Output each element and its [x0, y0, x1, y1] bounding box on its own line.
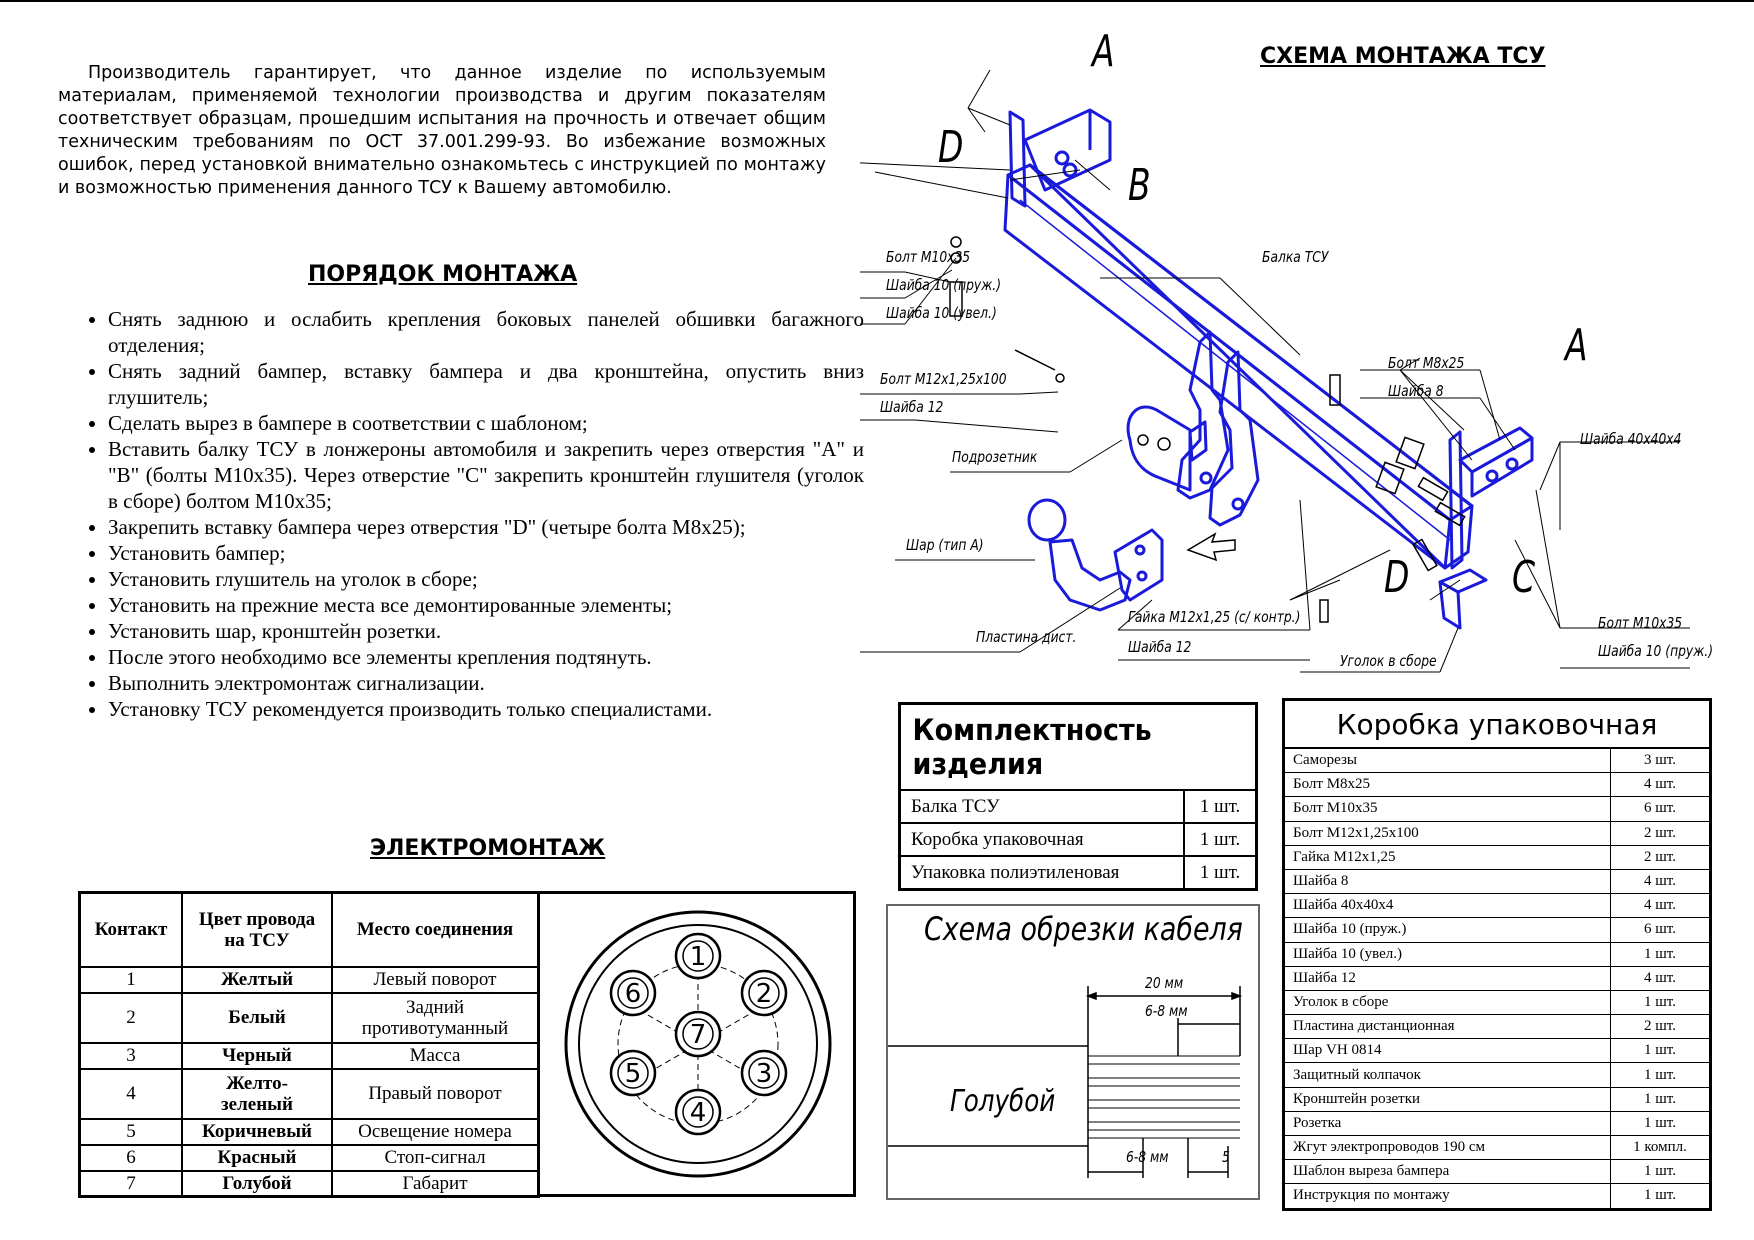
item-name: Шаблон выреза бампера — [1284, 1160, 1611, 1184]
assembly-step: • Установить бампер; — [108, 540, 864, 566]
item-name: Шайба 12 — [1284, 966, 1611, 990]
connection-place: Левый поворот — [332, 967, 539, 993]
label-washer8: Шайба 8 — [1388, 382, 1444, 400]
item-name: Шар VH 0814 — [1284, 1039, 1611, 1063]
connection-place: Правый поворот — [332, 1069, 539, 1119]
table-row — [1284, 1015, 1711, 1039]
table-row — [1284, 1136, 1711, 1160]
item-qty: 2 шт. — [1611, 845, 1711, 869]
table-row — [900, 790, 1257, 823]
item-qty: 1 шт. — [1611, 1160, 1711, 1184]
item-qty: 1 шт. — [1611, 1063, 1711, 1087]
wiring-table — [78, 891, 540, 1198]
item-qty: 1 шт. — [1184, 823, 1257, 856]
table-row — [1284, 1184, 1711, 1209]
item-name: Шайба 10 (пруж.) — [1284, 918, 1611, 942]
cable-dim-20: 20 мм — [1145, 974, 1184, 992]
item-name: Кронштейн розетки — [1284, 1087, 1611, 1111]
table-row — [1284, 1087, 1711, 1111]
item-name: Шайба 8 — [1284, 869, 1611, 893]
table-row — [80, 1145, 539, 1171]
item-name: Болт М10х35 — [1284, 797, 1611, 821]
pin-2 — [742, 971, 786, 1015]
left-vertical-plate — [1010, 112, 1025, 206]
table-row — [1284, 918, 1711, 942]
svg-text:1: 1 — [689, 942, 707, 972]
box-contents-table — [1282, 698, 1712, 1211]
item-qty: 1 шт. — [1611, 1111, 1711, 1135]
item-qty: 1 шт. — [1611, 1039, 1711, 1063]
label-washer12: Шайба 12 — [880, 398, 944, 416]
contact-number: 4 — [80, 1069, 183, 1119]
item-qty: 1 шт. — [1611, 1087, 1711, 1111]
pin-7 — [676, 1012, 720, 1056]
item-qty: 1 шт. — [1611, 1184, 1711, 1209]
item-name: Шайба 10 (увел.) — [1284, 942, 1611, 966]
item-qty: 2 шт. — [1611, 1015, 1711, 1039]
table-row — [1284, 990, 1711, 1014]
label-washer10b: Шайба 10 (пруж.) — [1598, 642, 1714, 660]
table-row — [1284, 1063, 1711, 1087]
item-name: Шайба 40х40х4 — [1284, 894, 1611, 918]
label-washer10-spring: Шайба 10 (пруж.) — [886, 276, 1002, 294]
table-row — [900, 856, 1257, 890]
label-bolt-m8: Болт М8х25 — [1388, 354, 1465, 372]
item-qty: 1 шт. — [1184, 790, 1257, 823]
pin-1 — [676, 934, 720, 978]
pin-6 — [611, 971, 655, 1015]
assembly-step: • Вставить балку ТСУ в лонжероны автомобиля и закрепить через отверстия "А" и "В" (болты М10х35). Через отверстие "С" закрепить кронштейн глушителя (уголок в сборе) болтом М10х35; — [108, 436, 864, 514]
cable-scheme-title: Схема обрезки кабеля — [924, 910, 1243, 948]
item-qty: 1 шт. — [1611, 990, 1711, 1014]
table-row — [80, 967, 539, 993]
kit-title: Комплектность изделия — [900, 704, 1232, 791]
pin-5 — [611, 1051, 655, 1095]
direction-arrow — [1188, 534, 1235, 560]
cable-color-label: Голубой — [950, 1084, 1056, 1119]
label-washer12b: Шайба 12 — [1128, 638, 1192, 656]
table-row — [1284, 821, 1711, 845]
cable-dim-5: 5 — [1222, 1148, 1230, 1166]
label-corner: Уголок в сборе — [1340, 652, 1437, 670]
assembly-step: • Снять задний бампер, вставку бампера и два кронштейна, опустить вниз глушитель; — [108, 358, 864, 410]
item-name: Уголок в сборе — [1284, 990, 1611, 1014]
cable-cut-scheme — [886, 904, 1260, 1200]
contact-number: 6 — [80, 1145, 183, 1171]
table-row — [80, 1043, 539, 1069]
label-plate: Пластина дист. — [976, 628, 1077, 646]
letter-b: B — [1128, 160, 1151, 211]
contact-number: 2 — [80, 993, 183, 1043]
item-qty: 2 шт. — [1611, 821, 1711, 845]
table-row — [80, 1171, 539, 1197]
table-row — [1284, 894, 1711, 918]
table-row — [1284, 797, 1711, 821]
item-qty: 4 шт. — [1611, 894, 1711, 918]
contact-number: 1 — [80, 967, 183, 993]
connection-place: Масса — [332, 1043, 539, 1069]
letter-c: C — [1512, 552, 1536, 603]
label-socket-holder: Подрозетник — [952, 448, 1038, 466]
contact-number: 3 — [80, 1043, 183, 1069]
label-ball: Шар (тип А) — [906, 536, 984, 554]
item-qty: 1 шт. — [1184, 856, 1257, 890]
item-qty: 4 шт. — [1611, 869, 1711, 893]
assembly-step: • Выполнить электромонтаж сигнализации. — [108, 670, 864, 696]
table-row — [1284, 1039, 1711, 1063]
item-name: Жгут электропроводов 190 см — [1284, 1136, 1611, 1160]
wire-color: Коричневый — [182, 1119, 332, 1145]
item-name: Розетка — [1284, 1111, 1611, 1135]
connection-place: Стоп-сигнал — [332, 1145, 539, 1171]
ball-mount-plate — [1115, 530, 1162, 600]
assembly-title: ПОРЯДОК МОНТАЖА — [308, 262, 578, 287]
letter-d-right: D — [1384, 552, 1410, 603]
assembly-step: • Установить на прежние места все демонтированные элементы; — [108, 592, 864, 618]
tow-ball — [1029, 500, 1065, 540]
wire-color: Красный — [182, 1145, 332, 1171]
header-connection: Место соединения — [332, 893, 539, 967]
item-name: Болт М8х25 — [1284, 773, 1611, 797]
svg-text:6: 6 — [624, 979, 642, 1009]
left-bracket-box — [1025, 110, 1110, 190]
label-bolt-m10: Болт М10х35 — [886, 248, 971, 266]
item-name: Саморезы — [1284, 748, 1611, 773]
wire-color: Белый — [182, 993, 332, 1043]
pin-4 — [676, 1090, 720, 1134]
label-bolt-m12: Болт М12х1,25х100 — [880, 370, 1007, 388]
label-washer10-wide: Шайба 10 (увел.) — [886, 304, 997, 322]
table-row — [1284, 1111, 1711, 1135]
top-border — [0, 0, 1754, 2]
wire-color: Черный — [182, 1043, 332, 1069]
wire-color: Желто-зеленый — [182, 1069, 332, 1119]
item-qty: 1 шт. — [1611, 942, 1711, 966]
wire-color: Желтый — [182, 967, 332, 993]
assembly-step: • Установить шар, кронштейн розетки. — [108, 618, 864, 644]
wire-color: Голубой — [182, 1171, 332, 1197]
connection-place: Задний противотуманный — [332, 993, 539, 1043]
table-row — [1284, 748, 1711, 773]
item-qty: 6 шт. — [1611, 797, 1711, 821]
svg-text:7: 7 — [689, 1020, 707, 1050]
connection-place: Габарит — [332, 1171, 539, 1197]
item-name: Защитный колпачок — [1284, 1063, 1611, 1087]
cable-drawing — [888, 906, 1258, 1198]
scheme-title: СХЕМА МОНТАЖА ТСУ — [1260, 44, 1546, 69]
mounting-diagram — [860, 20, 1720, 680]
assembly-step: • Установку ТСУ рекомендуется производить только специалистами. — [108, 696, 864, 722]
item-name: Коробка упаковочная — [900, 823, 1185, 856]
right-vertical-plate — [1450, 432, 1462, 568]
table-row — [1284, 1160, 1711, 1184]
table-row — [1284, 845, 1711, 869]
svg-text:3: 3 — [755, 1059, 773, 1089]
table-row — [1284, 869, 1711, 893]
letter-d-left: D — [938, 122, 964, 173]
socket-pinout — [540, 891, 856, 1197]
label-bolt-m10b: Болт М10х35 — [1598, 614, 1683, 632]
item-qty: 1 компл. — [1611, 1136, 1711, 1160]
assembly-step: • Установить глушитель на уголок в сборе; — [108, 566, 864, 592]
letter-a-right: A — [1565, 320, 1588, 371]
connection-place: Освещение номера — [332, 1119, 539, 1145]
bolt-m12 — [1015, 350, 1055, 370]
assembly-steps — [66, 306, 864, 722]
item-name: Балка ТСУ — [900, 790, 1185, 823]
item-qty: 3 шт. — [1611, 748, 1711, 773]
letter-a-top: A — [1092, 26, 1115, 77]
label-beam: Балка ТСУ — [1262, 248, 1329, 266]
table-row — [900, 823, 1257, 856]
label-washer40: Шайба 40х40х4 — [1580, 430, 1682, 448]
socket-drawing — [540, 894, 853, 1194]
item-name: Пластина дистанционная — [1284, 1015, 1611, 1039]
table-row — [1284, 773, 1711, 797]
item-name: Гайка М12х1,25 — [1284, 845, 1611, 869]
svg-text:4: 4 — [689, 1098, 707, 1128]
contact-number: 5 — [80, 1119, 183, 1145]
table-row — [80, 993, 539, 1043]
item-name: Болт М12х1,25х100 — [1284, 821, 1611, 845]
assembly-step: • Снять заднюю и ослабить крепления боковых панелей обшивки багажного отделения; — [108, 306, 864, 358]
assembly-step: • После этого необходимо все элементы крепления подтянуть. — [108, 644, 864, 670]
cable-dim-6-8-bottom: 6-8 мм — [1126, 1148, 1169, 1166]
assembly-step: • Закрепить вставку бампера через отверстия "D" (четыре болта М8х25); — [108, 514, 864, 540]
cable-dim-6-8-top: 6-8 мм — [1145, 1002, 1188, 1020]
kit-contents-table — [898, 702, 1258, 891]
contact-number: 7 — [80, 1171, 183, 1197]
label-nut: Гайка М12х1,25 (с/ контр.) — [1128, 608, 1301, 626]
svg-text:2: 2 — [755, 979, 773, 1009]
box-title: Коробка упаковочная — [1284, 700, 1711, 749]
item-qty: 4 шт. — [1611, 966, 1711, 990]
header-contact: Контакт — [80, 893, 183, 967]
item-qty: 4 шт. — [1611, 773, 1711, 797]
table-row — [1284, 966, 1711, 990]
header-wire-color: Цвет провода на ТСУ — [182, 893, 332, 967]
item-name: Упаковка полиэтиленовая — [900, 856, 1185, 890]
electro-title: ЭЛЕКТРОМОНТАЖ — [370, 836, 606, 861]
table-row — [80, 1119, 539, 1145]
table-row — [1284, 942, 1711, 966]
assembly-step: • Сделать вырез в бампере в соответствии с шаблоном; — [108, 410, 864, 436]
pin-3 — [742, 1051, 786, 1095]
item-name: Инструкция по монтажу — [1284, 1184, 1611, 1209]
svg-text:5: 5 — [624, 1059, 642, 1089]
item-qty: 6 шт. — [1611, 918, 1711, 942]
warranty-text: Производитель гарантирует, что данное изделие по используемым материалам, применяемой технологии производства и другим показателям соответствует образцам, прошедшим испытания на прочность и отвечает общим техническим требованиям по ОСТ 37.001.299-93. Во избежание возможных ошибок, перед установкой внимательно ознакомьтесь с инструкцией по монтажу и возможностью применения данного ТСУ к Вашему автомобилю. — [58, 63, 826, 198]
table-row — [80, 1069, 539, 1119]
